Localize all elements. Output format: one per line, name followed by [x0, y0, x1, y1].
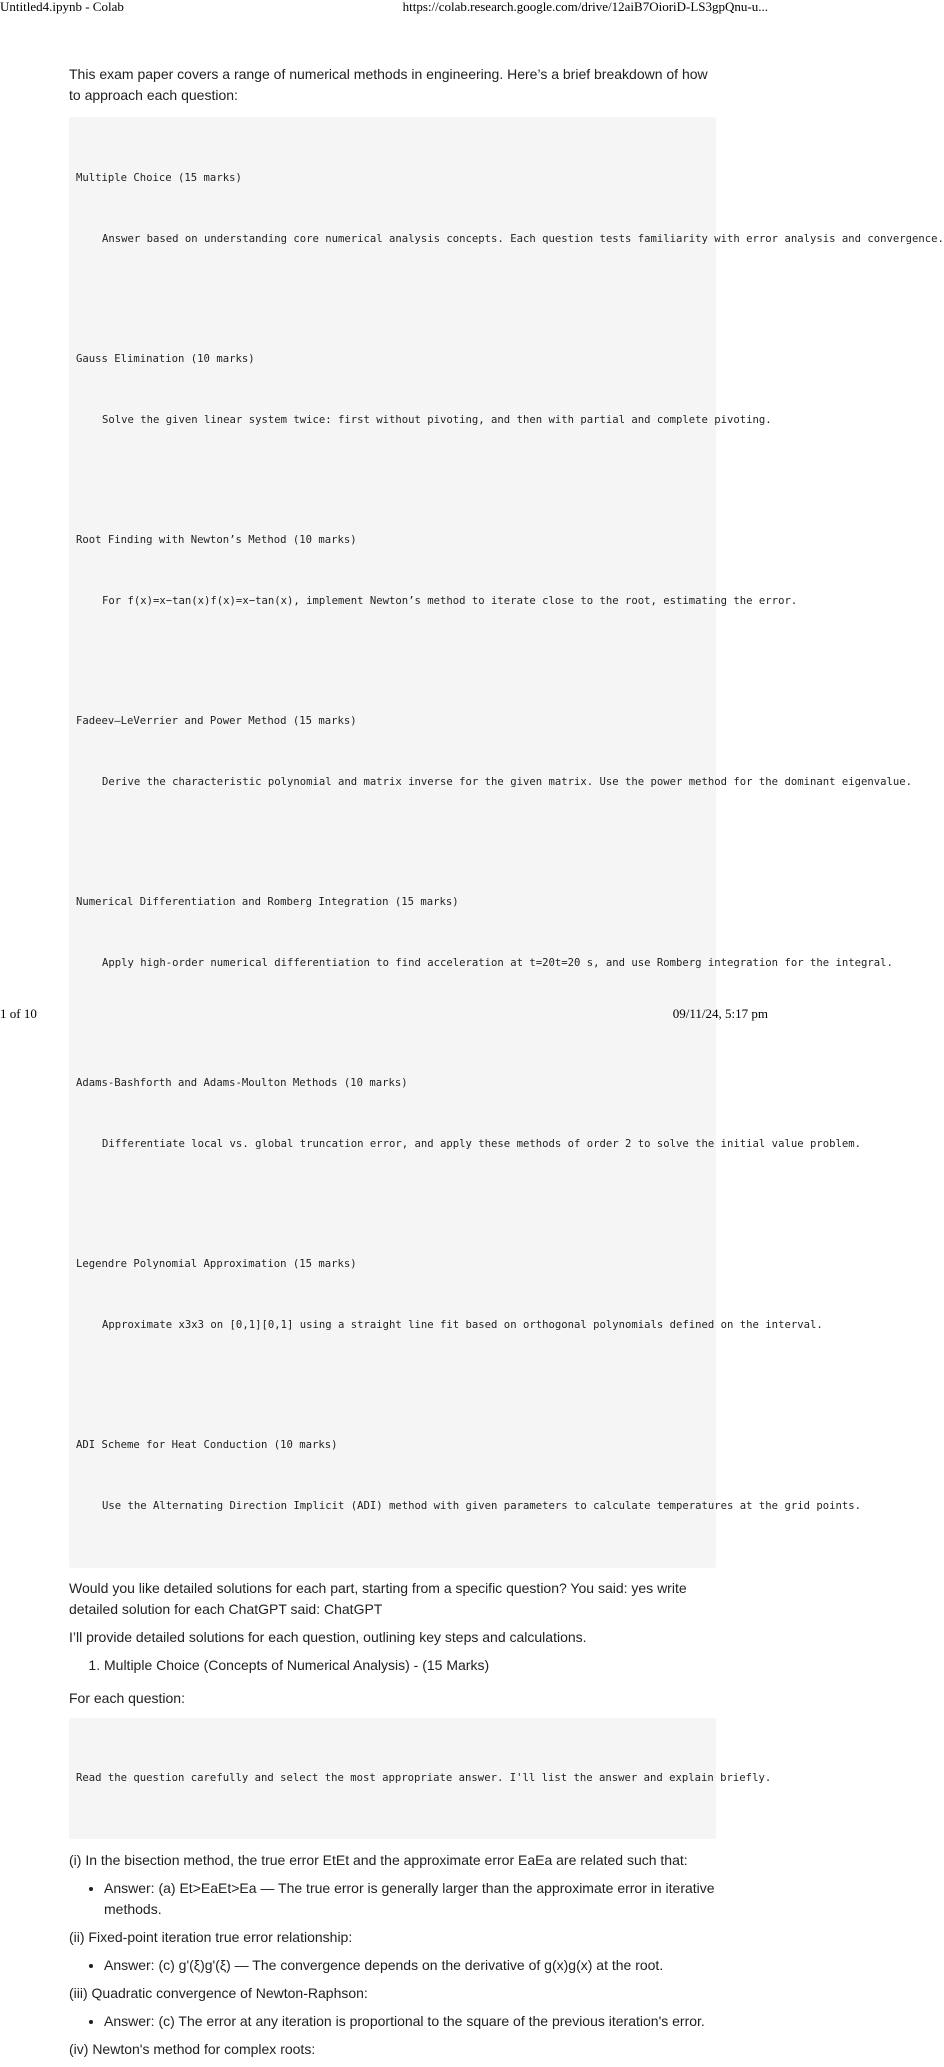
answer-list	[69, 2011, 716, 2032]
page-title: Untitled4.ipynb - Colab	[0, 0, 124, 14]
numbered-list	[69, 1655, 716, 1676]
intro-paragraph: This exam paper covers a range of numerical methods in engineering. Here’s a brief breakdown of how to approach each question:	[69, 66, 708, 103]
answer-item: • Answer: (a) Et>EaEt>Ea — The true error is generally larger than the approximate error in iterative methods.	[104, 1878, 716, 1920]
page-url[interactable]: https://colab.research.google.com/drive/12aiB7OioriD-LS3gpQnu-u...	[402, 0, 768, 14]
answer-list	[69, 1878, 716, 1920]
section-title: Root Finding with Newton’s Method (10 marks)	[76, 534, 357, 546]
section-desc: For f(x)=x−tan(x)f(x)=x−tan(x), implement Newton’s method to iterate close to the root, estimating the error.	[102, 595, 798, 607]
section-title: Fadeev–LeVerrier and Power Method (15 marks)	[76, 715, 357, 727]
instruction-code-block	[69, 1718, 772, 1839]
print-header	[0, 0, 768, 16]
answer-item: • Answer: (c) g'(ξ)g'(ξ) — The convergence depends on the derivative of g(x)g(x) at the root.	[104, 1955, 716, 1976]
section-desc: Differentiate local vs. global truncation error, and apply these methods of order 2 to solve the initial value problem.	[102, 1138, 861, 1150]
section-title: Multiple Choice (15 marks)	[76, 172, 242, 184]
section-title: Legendre Polynomial Approximation (15 marks)	[76, 1258, 357, 1270]
question-text: (iv) Newton's method for complex roots:	[69, 2041, 316, 2057]
question-text: (iii) Quadratic convergence of Newton-Raphson:	[69, 1985, 368, 2001]
question-text: (ii) Fixed-point iteration true error relationship:	[69, 1929, 353, 1945]
section-title: Adams-Bashforth and Adams-Moulton Methods (10 marks)	[76, 1077, 408, 1089]
chat-transcript-paragraph: Would you like detailed solutions for each part, starting from a specific question? You said: yes write detailed solution for each ChatGPT said: ChatGPT	[69, 1580, 687, 1617]
answer-item: • Answer: (c) The error at any iteration is proportional to the square of the previous iteration's error.	[104, 2011, 716, 2032]
section-title: Gauss Elimination (10 marks)	[76, 353, 255, 365]
section-desc: Approximate x3x3 on [0,1][0,1] using a straight line fit based on orthogonal polynomials defined on the interval.	[102, 1319, 823, 1331]
section-desc: Use the Alternating Direction Implicit (ADI) method with given parameters to calculate temperatures at the grid points.	[102, 1500, 861, 1512]
section-desc: Answer based on understanding core numerical analysis concepts. Each question tests familiarity with error analysis and convergence.	[102, 233, 944, 245]
print-datetime: 09/11/24, 5:17 pm	[672, 1006, 768, 1021]
answer-list	[69, 1955, 716, 1976]
section-desc: Apply high-order numerical differentiation to find acceleration at t=20t=20 s, and use Romberg integration for the integral.	[102, 957, 893, 969]
question-text: (i) In the bisection method, the true error EtEt and the approximate error EaEa are related such that:	[69, 1852, 688, 1868]
section-title: ADI Scheme for Heat Conduction (10 marks)	[76, 1439, 338, 1451]
page-number: 1 of 10	[0, 1006, 37, 1021]
for-each-paragraph: For each question:	[69, 1690, 185, 1706]
section-desc: Derive the characteristic polynomial and matrix inverse for the given matrix. Use the power method for the dominant eigenvalue.	[102, 776, 913, 788]
provide-paragraph: I’ll provide detailed solutions for each question, outlining key steps and calculations.	[69, 1629, 587, 1645]
print-footer	[0, 1006, 768, 1024]
list-item: 1. Multiple Choice (Concepts of Numerical Analysis) - (15 Marks)	[104, 1655, 716, 1676]
section-title: Numerical Differentiation and Romberg Integration (15 marks)	[76, 896, 459, 908]
section-desc: Solve the given linear system twice: first without pivoting, and then with partial and complete pivoting.	[102, 414, 772, 426]
code-line: Read the question carefully and select the most appropriate answer. I'll list the answer and explain briefly.	[76, 1772, 772, 1784]
